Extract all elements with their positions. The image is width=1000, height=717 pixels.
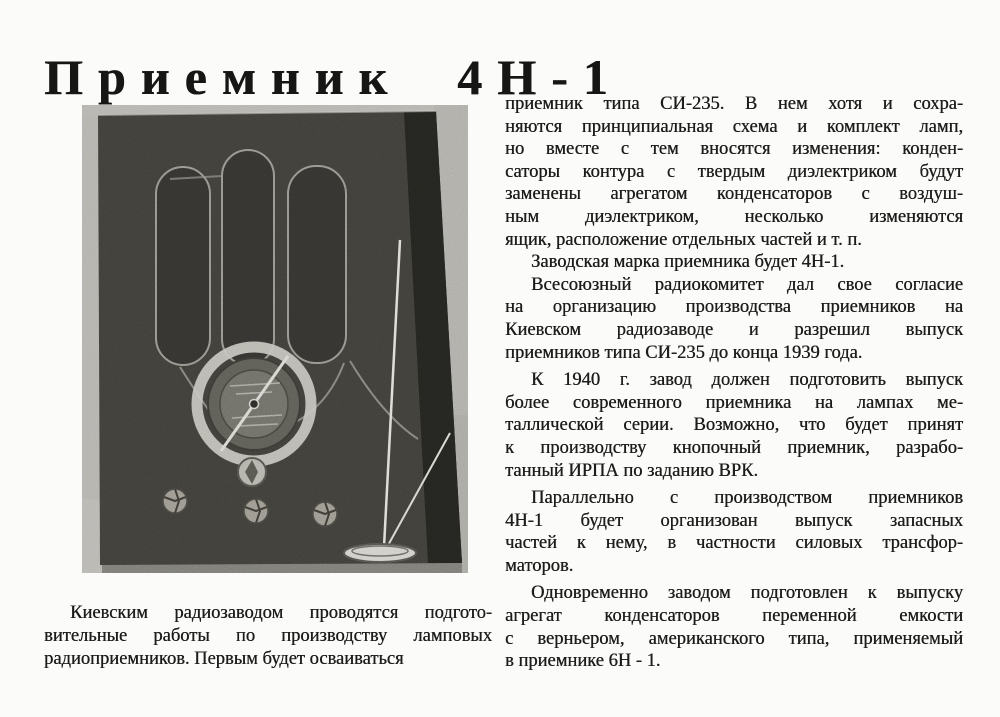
text-line: таллической серии. Возможно, что будет принят (505, 415, 963, 436)
photo-caption (44, 602, 492, 672)
caption-line: радиоприемников. Первым будет осваиваться (44, 649, 404, 670)
text-line: ным диэлектриком, несколько изменяются (505, 206, 963, 227)
text-line: с верньером, американского типа, применяемый (505, 628, 963, 649)
article-body-column (505, 93, 963, 673)
text-line: в приемнике 6Н - 1. (505, 651, 661, 672)
paragraph (505, 369, 963, 482)
text-line: танный ИРПА по заданию ВРК. (505, 460, 759, 481)
radio-photo (82, 105, 468, 573)
text-line: к производству кнопочный приемник, разрабо- (505, 437, 963, 458)
caption-line: Киевским радиозаводом проводятся подгото- (70, 603, 492, 623)
text-line: Одновременно заводом подготовлен к выпуску (531, 583, 963, 604)
text-line: няются принципиальная схема и комплект ламп, (505, 116, 963, 137)
caption-line: вительные работы по производству ламповых (44, 626, 492, 647)
text-line: саторы контура с твердым диэлектриком будут (505, 161, 963, 182)
radio-photo-illustration (82, 105, 468, 573)
text-line: маторов. (505, 555, 574, 576)
text-line: ящик, расположение отдельных частей и т. п. (505, 229, 862, 250)
article-title: Приемник 4Н-1 (44, 48, 623, 105)
text-line: агрегат конденсаторов переменной емкости (505, 606, 963, 627)
text-line: более современного приемника на лампах ме- (505, 392, 963, 413)
text-line: приемник типа СИ-235. В нем хотя и сохра- (505, 94, 963, 114)
paragraph (505, 582, 963, 672)
text-line: К 1940 г. завод должен подготовить выпуск (531, 370, 963, 391)
paragraph (505, 93, 963, 251)
text-line: приемников типа СИ-235 до конца 1939 года. (505, 342, 863, 363)
paragraph (505, 251, 963, 274)
text-line: заменены агрегатом конденсаторов с воздуш- (505, 184, 963, 205)
text-line: Заводская марка приемника будет 4Н-1. (531, 252, 845, 273)
paragraph (505, 274, 963, 364)
text-line: Параллельно с производством приемников (531, 488, 963, 509)
paragraph (505, 487, 963, 577)
text-line: но вместе с тем вносятся изменения: конден- (505, 139, 963, 160)
text-line: 4Н-1 будет организован выпуск запасных (505, 510, 963, 531)
text-line: частей к нему, в частности силовых трансфор- (505, 533, 963, 554)
text-line: на организацию производства приемников на (505, 297, 963, 318)
text-line: Киевском радиозаводе и разрешил выпуск (505, 319, 963, 340)
halftone-grain (82, 105, 468, 573)
text-line: Всесоюзный радиокомитет дал свое согласие (531, 274, 963, 295)
